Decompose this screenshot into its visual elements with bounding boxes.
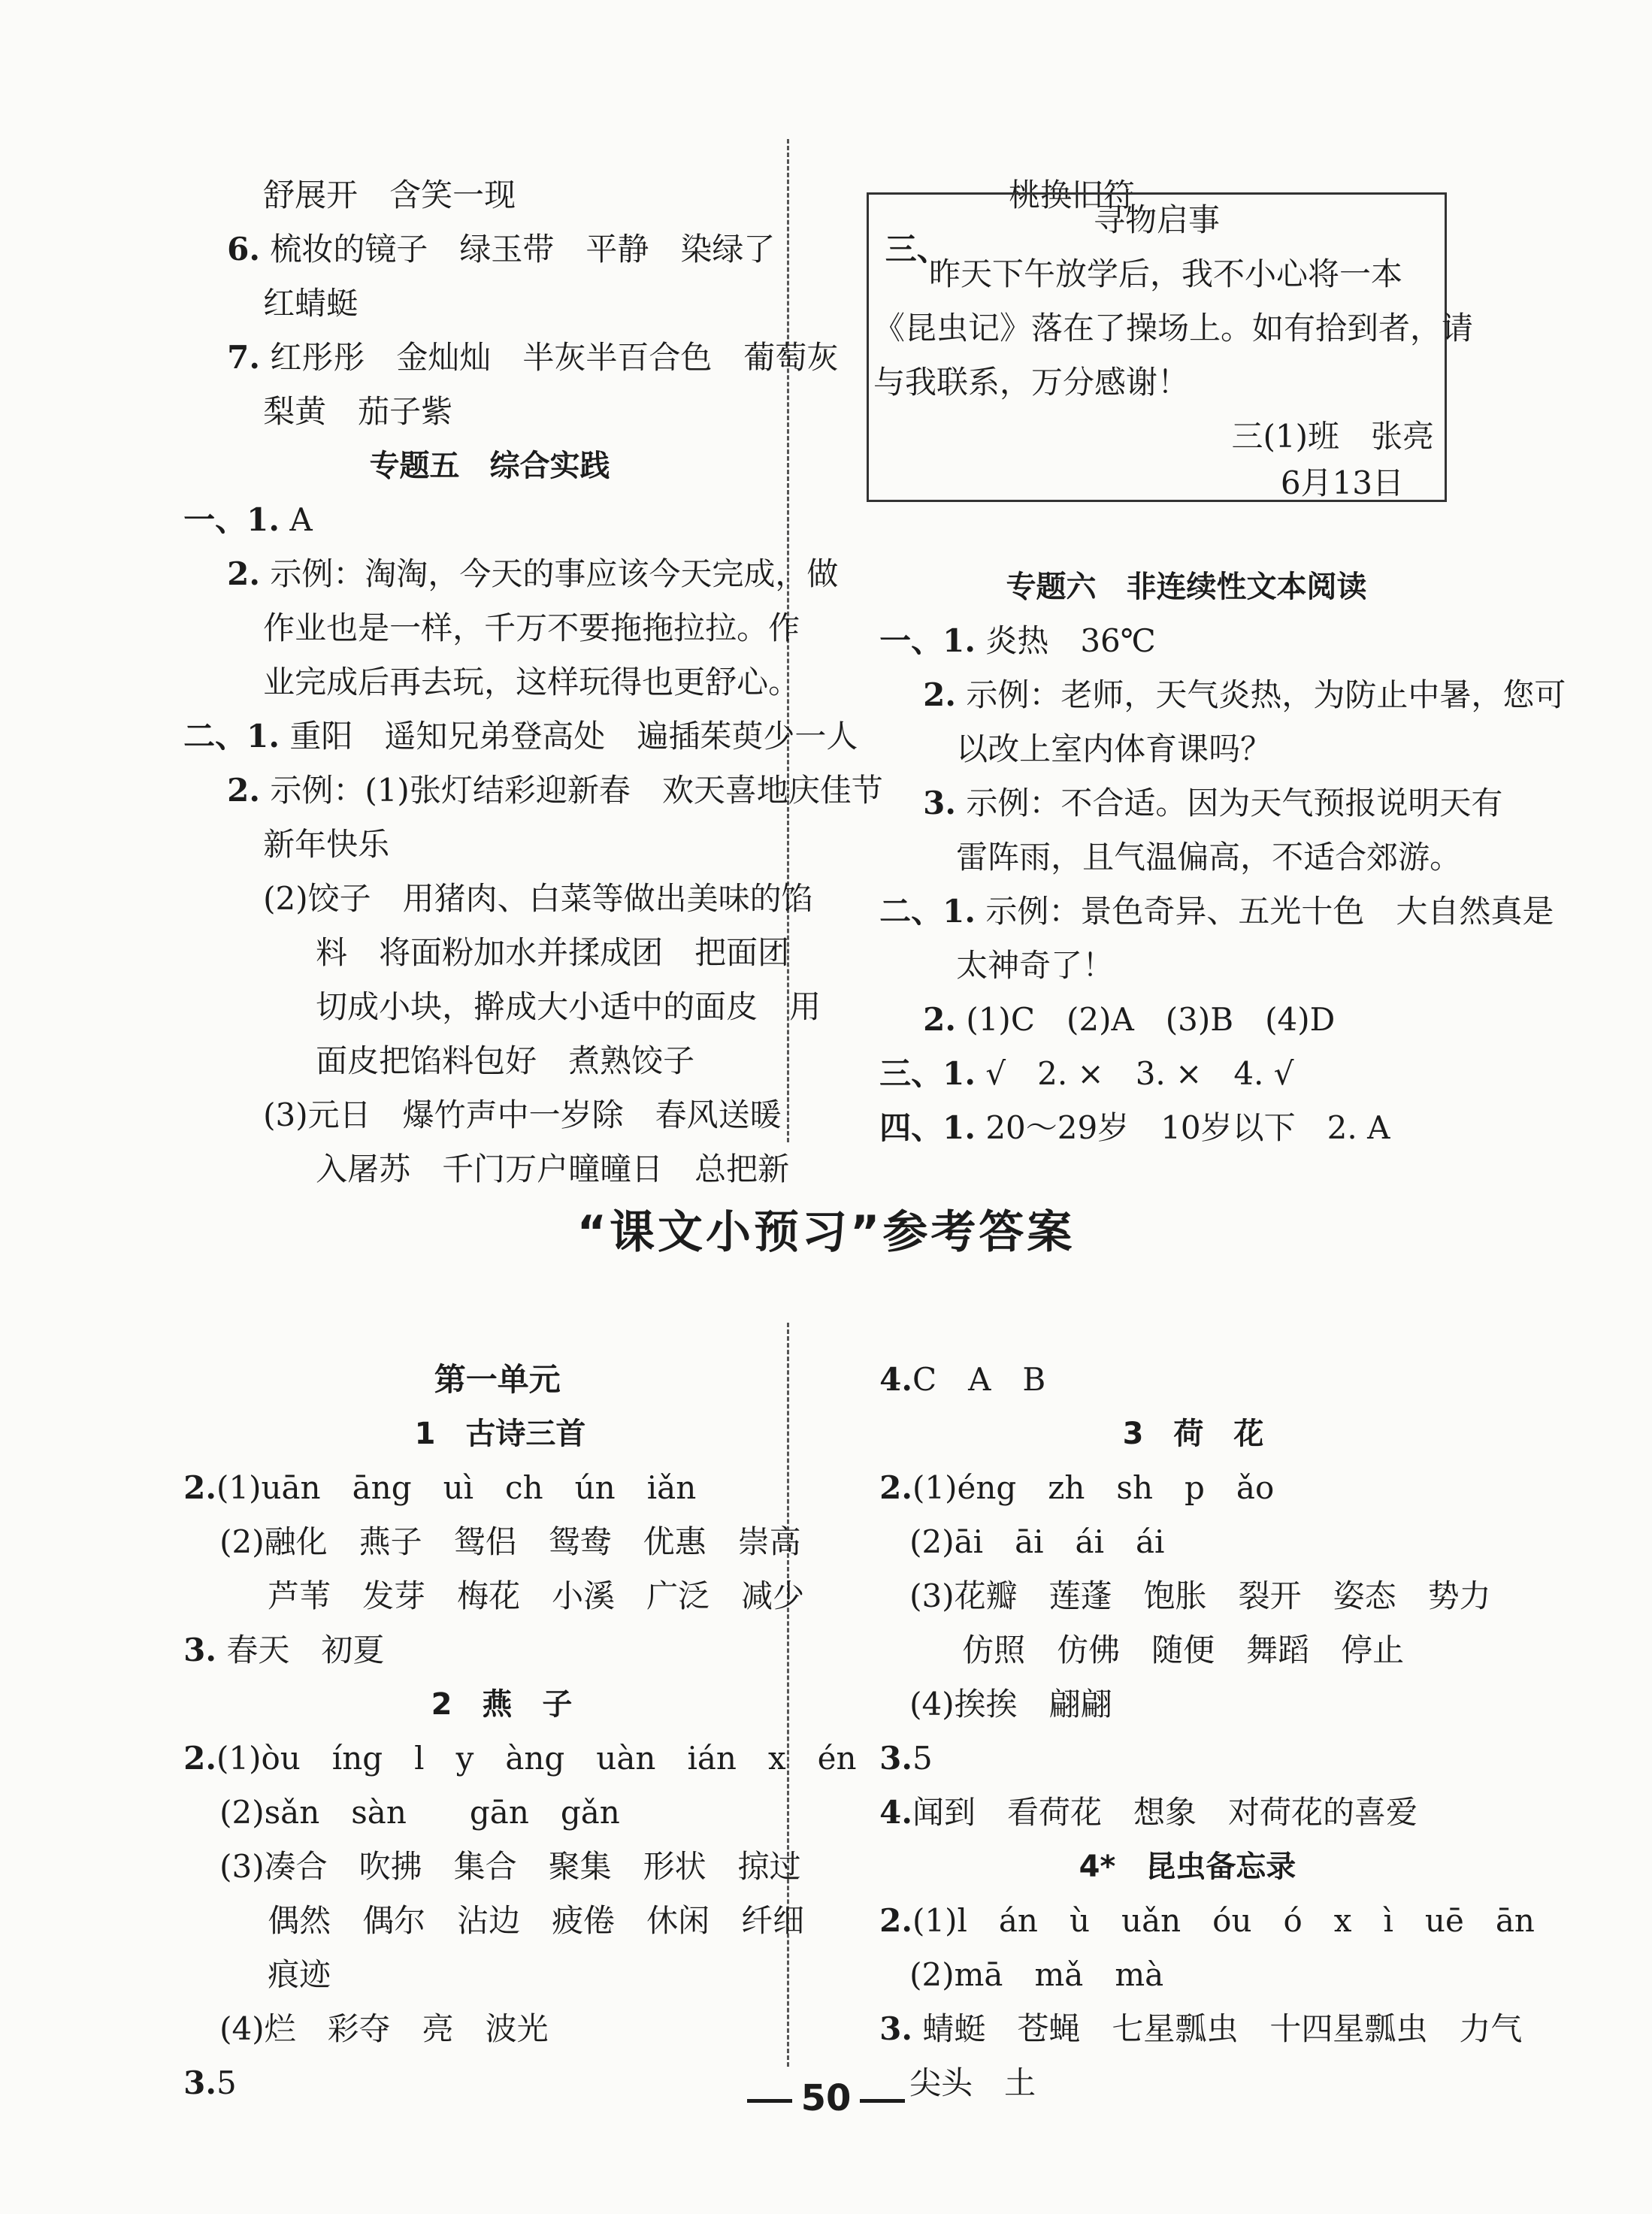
answer-line: 4.C A B <box>879 1361 1046 1398</box>
item-label: 7. <box>227 339 260 376</box>
answer-line: 入屠苏 千门万户曈曈日 总把新 <box>316 1151 790 1187</box>
item-label: 3. <box>183 1632 216 1668</box>
answer-line: 以改上室内体育课吗？ <box>956 730 1272 767</box>
answer-line: (2)融化 燕子 鸳侣 鸳鸯 优惠 崇高 <box>219 1523 801 1560</box>
item-label: 3. <box>879 1740 912 1777</box>
notice-body-line: 昨天下午放学后，我不小心将一本 <box>929 256 1403 292</box>
answer-line: (2)āi āi ái ái <box>909 1523 1165 1560</box>
item-label: 2. <box>227 555 260 592</box>
answer-line: 3.5 <box>879 1740 933 1777</box>
answer-line: 舒展开 含笑一现 <box>263 177 516 213</box>
answer-line: (4)挨挨 翩翩 <box>909 1686 1112 1723</box>
page-number: 50 <box>0 2074 1652 2122</box>
notice-signature: 三(1)班 张亮 <box>1231 418 1434 455</box>
item-label: 2. <box>227 772 260 809</box>
answer-line: 太神奇了！ <box>956 947 1115 984</box>
lesson-heading: 3 荷 花 <box>1122 1417 1264 1451</box>
answer-line: 7. 红彤彤 金灿灿 半灰半百合色 葡萄灰 <box>227 339 839 376</box>
page-number-dash <box>747 2099 792 2103</box>
answer-line: 桃换旧符 <box>1009 177 1136 213</box>
item-label: 四、1. <box>879 1109 976 1146</box>
answer-line: (2)sǎn sàn gān gǎn <box>219 1794 620 1831</box>
notice-body-line: 《昆虫记》落在了操场上。如有拾到者，请 <box>873 310 1474 346</box>
answer-line: 切成小块，擀成大小适中的面皮 用 <box>316 988 821 1025</box>
item-label: 二、1. <box>183 718 280 755</box>
answer-line: (3)花瓣 莲蓬 饱胀 裂开 姿态 势力 <box>909 1577 1491 1614</box>
answer-line: (4)烂 彩夺 亮 波光 <box>219 2010 549 2047</box>
column-divider-bottom <box>787 1323 789 2067</box>
answer-line: 4.闻到 看荷花 想象 对荷花的喜爱 <box>879 1794 1418 1831</box>
answer-line: 红蜻蜓 <box>263 285 359 322</box>
item-label: 2. <box>879 1469 912 1506</box>
item-label: 2. <box>183 1740 216 1777</box>
lesson-heading: 1 古诗三首 <box>414 1417 586 1451</box>
answer-line: 3. 蜻蜓 苍蝇 七星瓢虫 十四星瓢虫 力气 <box>879 2010 1523 2047</box>
answer-line: 业完成后再去玩，这样玩得也更舒心。 <box>263 664 800 700</box>
answer-line: 雷阵雨，且气温偏高，不适合郊游。 <box>956 839 1462 876</box>
answer-line: 偶然 偶尔 沾边 疲倦 休闲 纤细 <box>268 1902 805 1939</box>
notice-date: 6月13日 <box>1280 464 1404 501</box>
answer-line: 尖头 土 <box>909 2064 1036 2101</box>
answer-line: 芦苇 发芽 梅花 小溪 广泛 减少 <box>268 1577 805 1614</box>
answer-line: 3. 春天 初夏 <box>183 1632 385 1668</box>
unit-heading: 第一单元 <box>434 1361 561 1398</box>
answer-line: 6. 梳妆的镜子 绿玉带 平静 染绿了 <box>227 231 776 268</box>
answer-line: (3)凑合 吹拂 集合 聚集 形状 掠过 <box>219 1848 801 1885</box>
answer-line: 四、1. 20～29岁 10岁以下 2. A <box>879 1109 1390 1146</box>
answer-line: 2. 示例：老师，天气炎热，为防止中暑，您可 <box>923 676 1566 713</box>
answer-line: (2)饺子 用猪肉、白菜等做出美味的馅 <box>263 880 813 917</box>
answer-line: 一、1. 炎热 36℃ <box>879 622 1156 659</box>
answer-line: (3)元日 爆竹声中一岁除 春风送暖 <box>263 1096 782 1133</box>
page-number-dash <box>860 2099 905 2103</box>
item-label: 2. <box>183 1469 216 1506</box>
answer-line: 三、1. √ 2. × 3. × 4. √ <box>879 1055 1294 1092</box>
answer-line: 痕迹 <box>268 1956 331 1993</box>
item-label: 一、1. <box>183 501 280 538</box>
answer-line: 一、1. A <box>183 501 313 538</box>
item-label: 3. <box>923 785 956 821</box>
answer-line: 2. (1)C (2)A (3)B (4)D <box>923 1001 1336 1038</box>
answer-line: 2.(1)uān āng uì ch ún iǎn <box>183 1469 697 1506</box>
item-label: 3. <box>183 2064 216 2101</box>
answer-line: 2.(1)òu íng l y àng uàn ián x én <box>183 1740 857 1777</box>
answer-line: 料 将面粉加水并揉成团 把面团 <box>316 934 790 971</box>
answer-line: 2.(1)éng zh sh p ǎo <box>879 1469 1275 1506</box>
answer-line: 面皮把馅料包好 煮熟饺子 <box>316 1042 695 1079</box>
item-label: 2. <box>923 676 956 713</box>
answer-line: 3.5 <box>183 2064 237 2101</box>
item-label: 2. <box>923 1001 956 1038</box>
answer-line: 3. 示例：不合适。因为天气预报说明天有 <box>923 785 1503 821</box>
answer-line: 梨黄 茄子紫 <box>263 393 453 430</box>
item-label: 一、1. <box>879 622 976 659</box>
lesson-heading: 2 燕 子 <box>431 1687 573 1722</box>
answer-line: 作业也是一样，千万不要拖拖拉拉。作 <box>263 609 800 646</box>
item-label: 2. <box>879 1902 912 1939</box>
lost-item-notice <box>867 192 1474 502</box>
item-label: 三、1. <box>879 1055 976 1092</box>
answer-line: (2)mā mǎ mà <box>909 1956 1164 1993</box>
item-label: 4. <box>879 1361 912 1398</box>
notice-body-line: 与我联系，万分感谢！ <box>873 364 1190 401</box>
answer-line: 二、1. 示例：景色奇异、五光十色 大自然真是 <box>879 893 1554 930</box>
item-label: 4. <box>879 1794 912 1831</box>
answer-line: 新年快乐 <box>263 826 390 863</box>
item-label: 三、 <box>885 231 949 268</box>
answer-line: 2. 示例：(1)张灯结彩迎新春 欢天喜地庆佳节 <box>227 772 883 809</box>
item-label: 3. <box>879 2010 912 2047</box>
section-heading: 专题六 非连续性文本阅读 <box>1006 570 1367 604</box>
item-label: 6. <box>227 231 260 268</box>
lesson-heading: 4* 昆虫备忘录 <box>1079 1850 1296 1884</box>
answer-line: 仿照 仿佛 随便 舞蹈 停止 <box>962 1632 1405 1668</box>
answer-line: 2.(1)l án ù uǎn óu ó x ì uē ān <box>879 1902 1535 1939</box>
section-title: “课文小预习”参考答案 <box>576 1206 1076 1259</box>
notice-title: 寻物启事 <box>1093 201 1220 238</box>
answer-line: 2. 示例：淘淘，今天的事应该今天完成，做 <box>227 555 839 592</box>
answer-line: 二、1. 重阳 遥知兄弟登高处 遍插茱萸少一人 <box>183 718 858 755</box>
item-label: 二、1. <box>879 893 976 930</box>
section-heading: 专题五 综合实践 <box>369 449 610 483</box>
